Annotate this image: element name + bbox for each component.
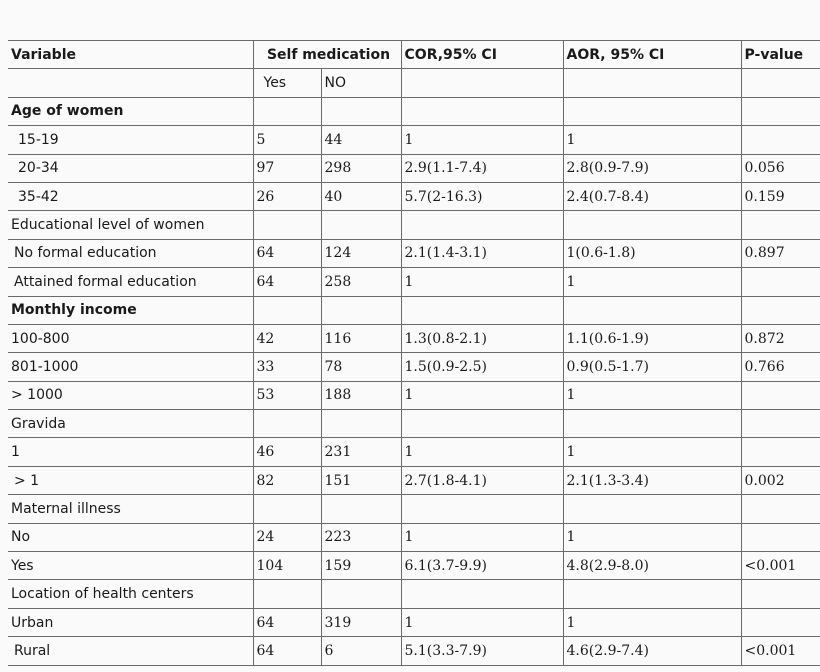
table-row bbox=[8, 580, 820, 608]
row-label: Yes bbox=[8, 552, 253, 580]
row-aor: 2.4(0.7-8.4) bbox=[563, 182, 741, 210]
row-cor: 2.7(1.8-4.1) bbox=[401, 466, 563, 494]
subheader-empty bbox=[8, 69, 253, 97]
row-label: Maternal illness bbox=[8, 495, 253, 523]
table-row bbox=[8, 126, 820, 154]
row-p-value: <0.001 bbox=[741, 637, 820, 665]
table-row bbox=[8, 154, 820, 182]
row-yes: 33 bbox=[253, 353, 321, 381]
header-cor: COR,95% CI bbox=[401, 41, 563, 69]
table-row bbox=[8, 523, 820, 551]
row-yes bbox=[253, 97, 321, 125]
row-cor bbox=[401, 211, 563, 239]
row-no bbox=[321, 580, 401, 608]
row-label: Rural bbox=[8, 637, 253, 665]
row-no: 188 bbox=[321, 381, 401, 409]
table-row bbox=[8, 381, 820, 409]
row-p-value bbox=[741, 211, 820, 239]
row-yes: 24 bbox=[253, 523, 321, 551]
row-yes: 64 bbox=[253, 239, 321, 267]
row-no: 40 bbox=[321, 182, 401, 210]
row-p-value bbox=[741, 438, 820, 466]
header-self-medication: Self medication bbox=[253, 41, 401, 69]
row-aor: 1 bbox=[563, 381, 741, 409]
table-row bbox=[8, 296, 820, 324]
row-label: No formal education bbox=[8, 239, 253, 267]
row-cor: 1 bbox=[401, 608, 563, 636]
row-label: Attained formal education bbox=[8, 268, 253, 296]
row-cor: 2.9(1.1-7.4) bbox=[401, 154, 563, 182]
row-aor: 1(0.6-1.8) bbox=[563, 239, 741, 267]
row-label: Location of health centers bbox=[8, 580, 253, 608]
row-label: > 1 bbox=[8, 466, 253, 494]
subheader-empty-aor bbox=[563, 69, 741, 97]
row-no: 151 bbox=[321, 466, 401, 494]
row-p-value: 0.159 bbox=[741, 182, 820, 210]
row-p-value: 0.872 bbox=[741, 324, 820, 352]
row-cor: 6.1(3.7-9.9) bbox=[401, 552, 563, 580]
results-table-container bbox=[8, 40, 820, 666]
row-no: 223 bbox=[321, 523, 401, 551]
row-yes bbox=[253, 580, 321, 608]
row-label: Educational level of women bbox=[8, 211, 253, 239]
table-row bbox=[8, 353, 820, 381]
subheader-empty-p bbox=[741, 69, 820, 97]
results-table bbox=[8, 40, 820, 666]
row-p-value bbox=[741, 495, 820, 523]
row-label: 100-800 bbox=[8, 324, 253, 352]
row-label: Gravida bbox=[8, 410, 253, 438]
row-cor: 5.7(2-16.3) bbox=[401, 182, 563, 210]
table-row bbox=[8, 182, 820, 210]
row-label: 801-1000 bbox=[8, 353, 253, 381]
row-yes: 82 bbox=[253, 466, 321, 494]
row-aor bbox=[563, 580, 741, 608]
row-yes bbox=[253, 495, 321, 523]
row-aor: 4.8(2.9-8.0) bbox=[563, 552, 741, 580]
header-aor: AOR, 95% CI bbox=[563, 41, 741, 69]
row-no bbox=[321, 97, 401, 125]
subheader-no: NO bbox=[321, 69, 401, 97]
table-row bbox=[8, 438, 820, 466]
row-aor: 1 bbox=[563, 126, 741, 154]
row-cor bbox=[401, 495, 563, 523]
row-yes: 64 bbox=[253, 268, 321, 296]
row-label: 1 bbox=[8, 438, 253, 466]
row-aor: 1 bbox=[563, 268, 741, 296]
row-aor: 1.1(0.6-1.9) bbox=[563, 324, 741, 352]
row-cor: 1 bbox=[401, 126, 563, 154]
row-p-value: 0.002 bbox=[741, 466, 820, 494]
row-aor bbox=[563, 97, 741, 125]
row-p-value bbox=[741, 580, 820, 608]
row-label: Urban bbox=[8, 608, 253, 636]
row-label: 35-42 bbox=[8, 182, 253, 210]
row-no: 44 bbox=[321, 126, 401, 154]
row-cor: 1.5(0.9-2.5) bbox=[401, 353, 563, 381]
row-cor bbox=[401, 97, 563, 125]
row-p-value bbox=[741, 410, 820, 438]
row-p-value: 0.056 bbox=[741, 154, 820, 182]
header-p-value: P-value bbox=[741, 41, 820, 69]
row-no: 298 bbox=[321, 154, 401, 182]
row-p-value bbox=[741, 296, 820, 324]
table-row bbox=[8, 552, 820, 580]
row-aor: 1 bbox=[563, 438, 741, 466]
table-row bbox=[8, 239, 820, 267]
row-aor: 0.9(0.5-1.7) bbox=[563, 353, 741, 381]
row-no: 124 bbox=[321, 239, 401, 267]
row-cor: 1.3(0.8-2.1) bbox=[401, 324, 563, 352]
row-cor bbox=[401, 410, 563, 438]
row-aor: 1 bbox=[563, 608, 741, 636]
row-yes: 46 bbox=[253, 438, 321, 466]
row-label: 20-34 bbox=[8, 154, 253, 182]
row-yes bbox=[253, 410, 321, 438]
table-row bbox=[8, 268, 820, 296]
row-no bbox=[321, 211, 401, 239]
row-yes: 97 bbox=[253, 154, 321, 182]
subheader-yes: Yes bbox=[253, 69, 321, 97]
header-row bbox=[8, 41, 820, 69]
row-cor: 2.1(1.4-3.1) bbox=[401, 239, 563, 267]
row-no: 258 bbox=[321, 268, 401, 296]
row-yes bbox=[253, 211, 321, 239]
subheader-empty-cor bbox=[401, 69, 563, 97]
table-row bbox=[8, 495, 820, 523]
row-no: 231 bbox=[321, 438, 401, 466]
row-yes: 104 bbox=[253, 552, 321, 580]
row-yes: 42 bbox=[253, 324, 321, 352]
row-p-value bbox=[741, 126, 820, 154]
row-yes: 53 bbox=[253, 381, 321, 409]
row-aor bbox=[563, 296, 741, 324]
row-cor: 1 bbox=[401, 438, 563, 466]
row-cor: 5.1(3.3-7.9) bbox=[401, 637, 563, 665]
row-no: 116 bbox=[321, 324, 401, 352]
row-yes: 26 bbox=[253, 182, 321, 210]
row-cor: 1 bbox=[401, 268, 563, 296]
row-aor bbox=[563, 495, 741, 523]
table-row bbox=[8, 97, 820, 125]
row-no: 6 bbox=[321, 637, 401, 665]
row-aor bbox=[563, 211, 741, 239]
row-yes: 64 bbox=[253, 608, 321, 636]
row-aor: 4.6(2.9-7.4) bbox=[563, 637, 741, 665]
row-cor: 1 bbox=[401, 381, 563, 409]
row-no bbox=[321, 296, 401, 324]
row-aor: 2.8(0.9-7.9) bbox=[563, 154, 741, 182]
row-label: 15-19 bbox=[8, 126, 253, 154]
row-p-value bbox=[741, 381, 820, 409]
row-no bbox=[321, 410, 401, 438]
table-row bbox=[8, 466, 820, 494]
row-label: > 1000 bbox=[8, 381, 253, 409]
row-cor bbox=[401, 580, 563, 608]
table-row bbox=[8, 324, 820, 352]
table-row bbox=[8, 410, 820, 438]
row-label: No bbox=[8, 523, 253, 551]
table-row bbox=[8, 608, 820, 636]
row-p-value bbox=[741, 97, 820, 125]
header-variable: Variable bbox=[8, 41, 253, 69]
row-yes bbox=[253, 296, 321, 324]
row-aor: 2.1(1.3-3.4) bbox=[563, 466, 741, 494]
row-p-value: 0.766 bbox=[741, 353, 820, 381]
row-label: Age of women bbox=[8, 97, 253, 125]
row-p-value: <0.001 bbox=[741, 552, 820, 580]
table-row bbox=[8, 637, 820, 665]
row-no bbox=[321, 495, 401, 523]
table-body bbox=[8, 97, 820, 665]
row-no: 159 bbox=[321, 552, 401, 580]
subheader-row bbox=[8, 69, 820, 97]
row-no: 319 bbox=[321, 608, 401, 636]
row-p-value bbox=[741, 523, 820, 551]
row-aor bbox=[563, 410, 741, 438]
table-row bbox=[8, 211, 820, 239]
row-p-value: 0.897 bbox=[741, 239, 820, 267]
row-cor bbox=[401, 296, 563, 324]
row-aor: 1 bbox=[563, 523, 741, 551]
row-cor: 1 bbox=[401, 523, 563, 551]
row-p-value bbox=[741, 608, 820, 636]
row-yes: 64 bbox=[253, 637, 321, 665]
row-no: 78 bbox=[321, 353, 401, 381]
row-p-value bbox=[741, 268, 820, 296]
row-yes: 5 bbox=[253, 126, 321, 154]
row-label: Monthly income bbox=[8, 296, 253, 324]
